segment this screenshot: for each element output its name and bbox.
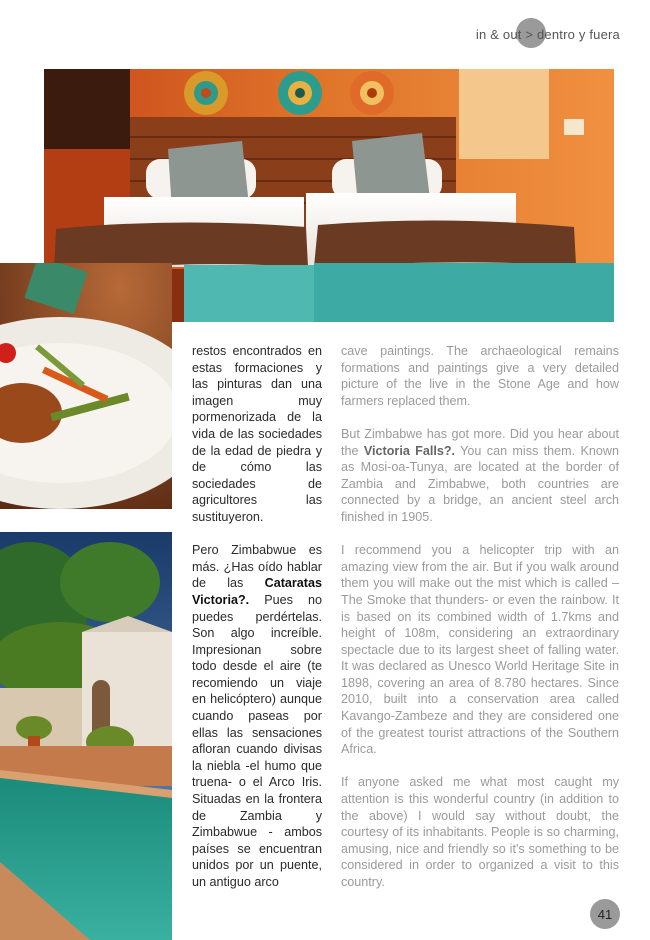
- english-paragraph-3: I recommend you a helicopter trip with an amazing view from the air. But if you walk around them you will make out the mist which is called –The Smoke that thunders- or even the rainbow. It is based on its combined width of 1.7kms and height of 108m, considering an extraordinary spectacle due to its largest sheet of falling water. It was declared as Unesco World Heritage Site in 1898, covering an area of 8.780 hectares. Since 2010, built into a conservation area called Kavango-Zambeze and they are considered one of the greatest tourist attractions of the Southern Africa.: [341, 543, 619, 757]
- hotel-pool-photo: [0, 532, 172, 940]
- section-header: [476, 22, 620, 46]
- english-paragraph-2-start: But Zimbabwe has got more. Did you hear about the: [341, 426, 619, 458]
- english-paragraph-1: cave paintings. The archaeological remains formations and paintings give a very detailed picture of the live in the Stone Age and how farmers replaced them.: [341, 344, 619, 408]
- english-victoria-falls-highlight: Victoria Falls?.: [363, 443, 456, 458]
- spanish-paragraph-2-end: Pues no puedes perdértelas. Son algo increíble. Impresionan sobre todo desde el aire (te recomiendo un viaje en helicóptero) aunque cuando paseas por ellas las sensaciones afloran cuando divisas la niebla -el humo que truena- o el Arco Iris. Situadas en la frontera de Zambia y Zimbabwue - ambos países se encuentran unidos por un puente, un antiguo arco: [192, 592, 322, 889]
- english-text-column: [341, 343, 619, 907]
- page-number: 41: [590, 899, 620, 929]
- spanish-paragraph-1: restos encontrados en estas formaciones y las pinturas dan una imagen muy pormenorizada de la vida de las sociedades de la edad de piedra y de cómo las sociedades de agricultores las sustituyeron.: [192, 344, 322, 524]
- spanish-victoria-falls-highlight: Cataratas Victoria?.: [192, 576, 322, 607]
- spanish-text-column: [192, 343, 322, 907]
- english-paragraph-2-end: You can miss them. Known as Mosi-oa-Tunya, are located at the border of Zambia and Zimbabwe, both countries are connected by a bridge, an ancient steel arch finished in 1905.: [341, 443, 619, 524]
- section-title: in & out > dentro y fuera: [475, 26, 620, 42]
- english-paragraph-2: [341, 426, 619, 526]
- english-paragraph-4: If anyone asked me what most caught my attention is this wonderful country (in addition to the above) I would say without doubt, the courtesy of its inhabitants. People is so charming, amusing, nice and friendly so it's something to be considered in order to organized a visit to this country.: [341, 775, 619, 889]
- plated-dish-photo: [0, 263, 172, 509]
- spanish-paragraph-2: [192, 542, 322, 890]
- spanish-paragraph-2-start: Pero Zimbabwue es más. ¿Has oído hablar de las: [192, 543, 322, 591]
